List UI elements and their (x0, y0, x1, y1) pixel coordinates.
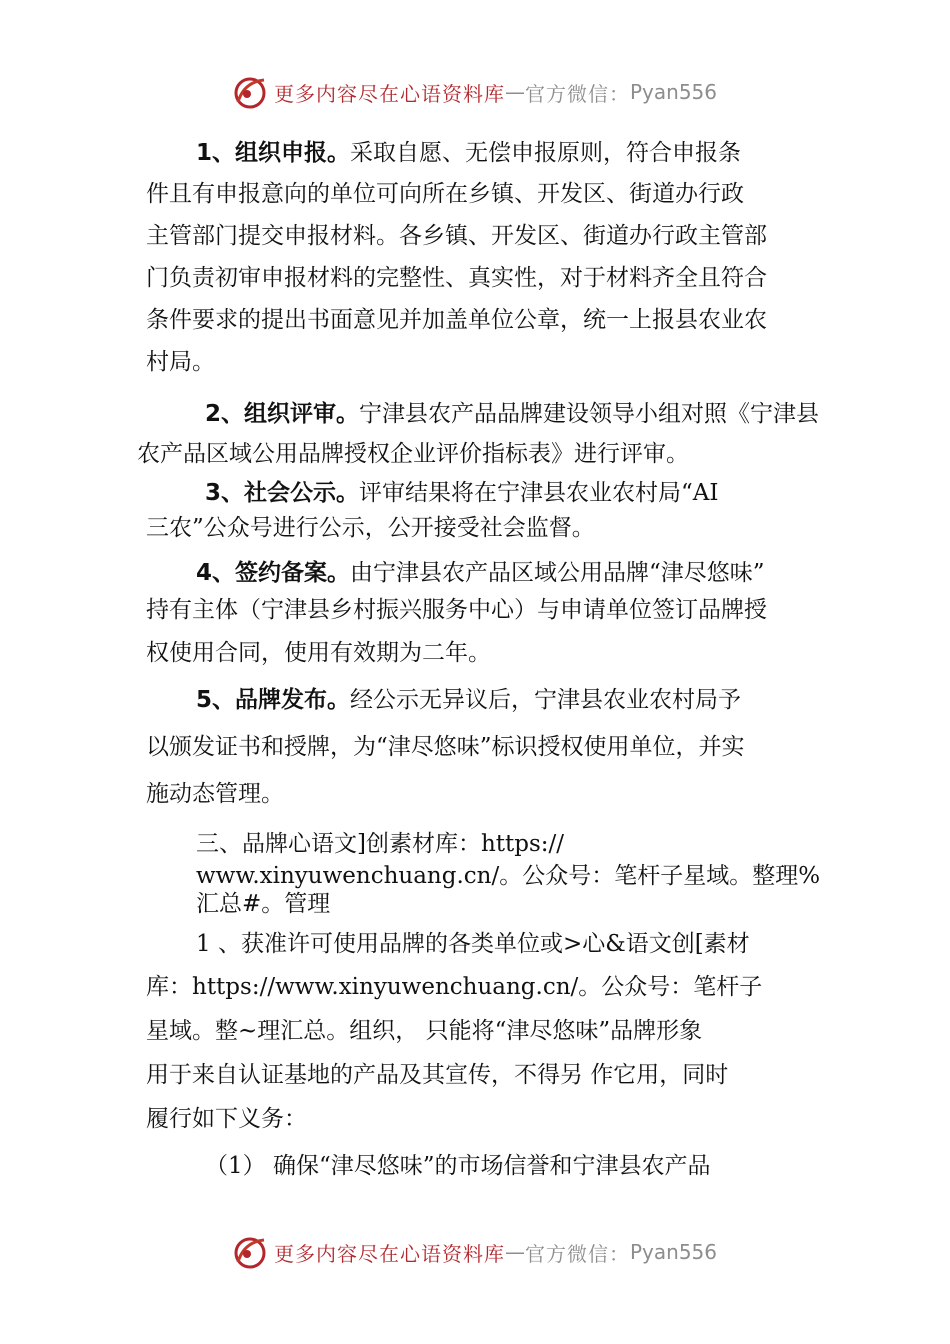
para-4-heading: 4、签约备案。 (196, 560, 351, 586)
para-1-line-5: 条件要求的提出书面意见并加盖单位公章，统一上报县农业农 (146, 307, 767, 333)
section-3-line-1: 三、品牌心语文]创素材库：https:// (196, 831, 565, 857)
para-2-line-2: 农产品区域公用品牌授权企业评价指标表》进行评审。 (137, 441, 689, 467)
para-5-text-1: 经公示无异议后，宁津县农业农村局予 (350, 687, 742, 713)
para-1-line-3: 主管部门提交申报材料。各乡镇、开发区、街道办行政主管部 (146, 223, 767, 249)
para-3-line-2: 三农”公众号进行公示，公开接受社会监督。 (146, 515, 595, 541)
para-2-heading: 2、组织评审。 (205, 401, 360, 427)
para-5-line-1 (196, 684, 741, 716)
para-3-text-1: 评审结果将在宁津县农业农村局“AI (359, 480, 719, 506)
para-1-text-1: 采取自愿、无偿申报原则，符合申报条 (350, 140, 742, 166)
para-4-line-1 (196, 557, 765, 589)
para-1-line-2: 件且有申报意向的单位可向所在乡镇、开发区、街道办行政 (146, 181, 744, 207)
banner-wechat-id: Pyan556 (630, 80, 718, 104)
para-3-line-1 (205, 477, 718, 509)
para-5-line-3: 施动态管理。 (146, 781, 284, 807)
para-1-line-6: 村局。 (146, 349, 215, 375)
para-5-line-2: 以颁发证书和授牌，为“津尽悠味”标识授权使用单位，并实 (146, 734, 745, 760)
brand-logo-icon (230, 72, 270, 112)
banner-text: 更多内容尽在心语资料库 (274, 81, 505, 106)
para-4-line-2: 持有主体（宁津县乡村振兴服务中心）与申请单位签订品牌授 (146, 597, 767, 623)
brand-logo-icon (230, 1232, 270, 1272)
banner-dash: — (505, 1240, 525, 1264)
para-5-heading: 5、品牌发布。 (196, 687, 351, 713)
banner-text: 更多内容尽在心语资料库 (274, 1241, 505, 1266)
footer-banner (230, 1230, 730, 1274)
section-3-line-2: www.xinyuwenchuang.cn/。公众号：笔杆子星域。整理% (196, 863, 821, 889)
para-3-heading: 3、社会公示。 (205, 480, 360, 506)
para-6-line-2: 库：https://www.xinyuwenchuang.cn/。公众号：笔杆子 (146, 974, 763, 1000)
section-3-line-3: 汇总#。管理 (196, 891, 331, 917)
para-1-line-1 (196, 137, 741, 169)
header-banner (230, 70, 730, 114)
para-6-line-1: 1 、获准许可使用品牌的各类单位或>心&语文创[素材 (196, 931, 750, 957)
para-4-line-3: 权使用合同，使用有效期为二年。 (146, 640, 491, 666)
para-1-line-4: 门负责初审申报材料的完整性、真实性，对于材料齐全且符合 (146, 265, 767, 291)
para-6-line-4: 用于来自认证基地的产品及其宣传，不得另 作它用，同时 (146, 1062, 729, 1088)
para-2-line-1 (205, 398, 819, 430)
banner-wechat-label: 官方微信： (525, 81, 630, 106)
para-4-text-1: 由宁津县农产品区域公用品牌“津尽悠味” (350, 560, 765, 586)
banner-wechat-id: Pyan556 (630, 1240, 718, 1264)
para-6-line-5: 履行如下义务： (146, 1106, 307, 1132)
para-6-line-3: 星域。整~理汇总。组织， 只能将“津尽悠味”品牌形象 (146, 1018, 703, 1044)
para-2-text-1: 宁津县农产品品牌建设领导小组对照《宁津县 (359, 401, 820, 427)
banner-wechat-label: 官方微信： (525, 1241, 630, 1266)
para-1-heading: 1、组织申报。 (196, 140, 351, 166)
para-7-line-1: （1） 确保“津尽悠味”的市场信誉和宁津县农产品 (205, 1153, 711, 1179)
banner-dash: — (505, 80, 525, 104)
